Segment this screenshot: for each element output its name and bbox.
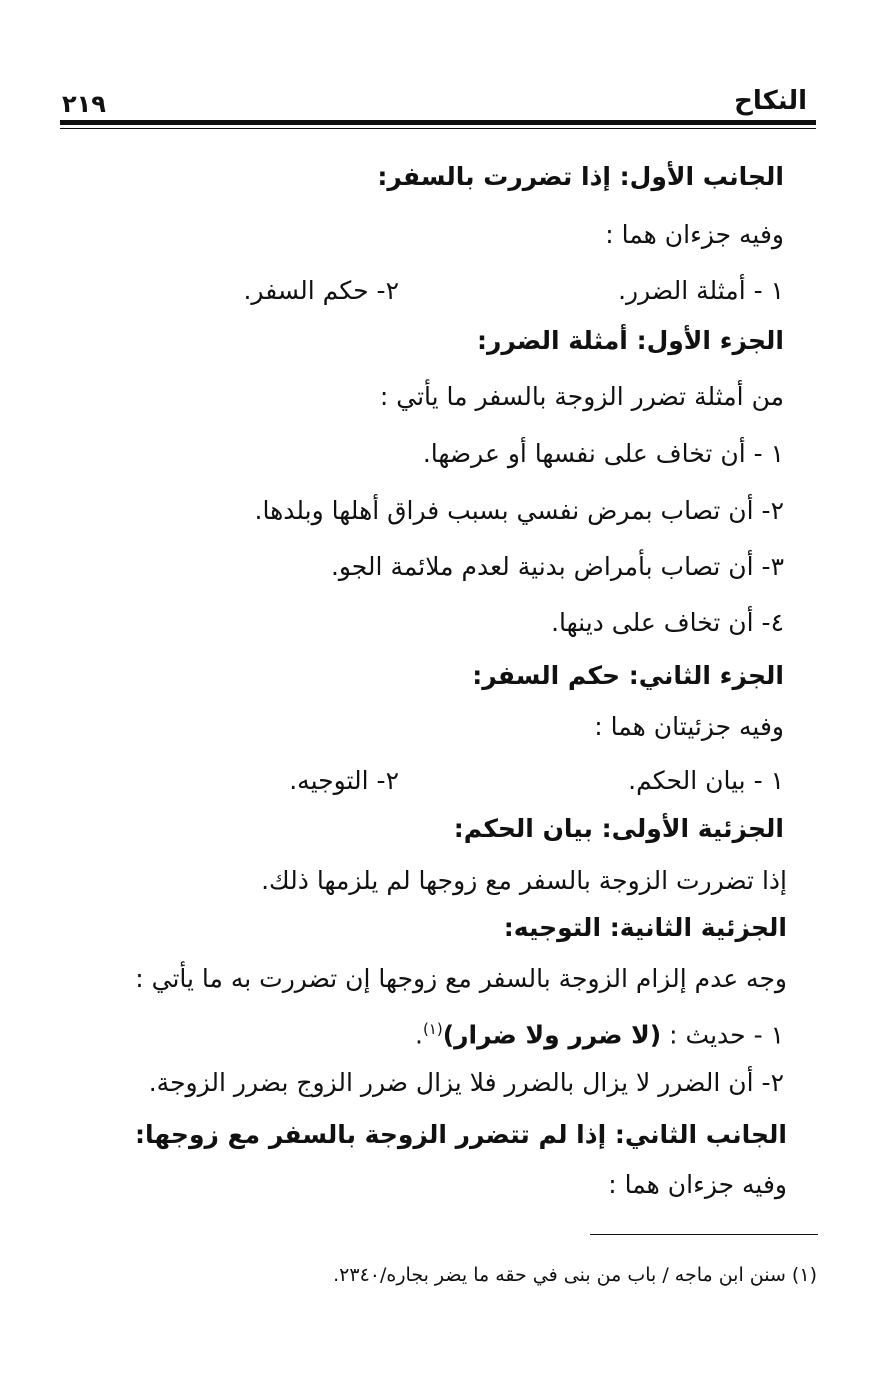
sub2-intro: وجه عدم إلزام الزوجة بالسفر مع زوجها إن تضررت به ما يأتي : — [135, 964, 787, 993]
page-number: ٢١٩ — [62, 90, 106, 118]
part1-heading: الجزء الأول: أمثلة الضرر: — [477, 326, 784, 355]
part1-example-1: ١ - أن تخاف على نفسها أو عرضها. — [422, 439, 784, 468]
part1-example-3: ٣- أن تصاب بأمراض بدنية لعدم ملائمة الجو. — [330, 552, 784, 581]
sub2-point2: ٢- أن الضرر لا يزال بالضرر فلا يزال ضرر الزوج بضرر الزوجة. — [148, 1068, 784, 1097]
footnote: (١) سنن ابن ماجه / باب من بنى في حقه ما يضر بجاره/٢٣٤٠. — [333, 1264, 817, 1286]
hadith-quote: (لا ضرر ولا ضرار) — [442, 1020, 662, 1050]
sub2-point1-prefix: ١ - حديث : — [661, 1020, 784, 1050]
sub2-heading: الجزئية الثانية: التوجيه: — [503, 913, 787, 942]
side1-item2: ٢- حكم السفر. — [243, 276, 399, 305]
part2-heading: الجزء الثاني: حكم السفر: — [472, 661, 784, 690]
running-header-title: النكاح — [734, 86, 807, 116]
part1-example-4: ٤- أن تخاف على دينها. — [551, 608, 784, 637]
header-rule-thick — [60, 120, 816, 125]
footnote-reference: (١) — [422, 1020, 443, 1038]
footnote-rule — [590, 1234, 818, 1235]
sub2-point1 — [415, 1012, 784, 1052]
side2-heading: الجانب الثاني: إذا لم تتضرر الزوجة بالسفر مع زوجها: — [135, 1120, 787, 1149]
side1-intro: وفيه جزءان هما : — [605, 220, 784, 249]
sub1-heading: الجزئية الأولى: بيان الحكم: — [453, 814, 784, 843]
side1-heading: الجانب الأول: إذا تضررت بالسفر: — [377, 162, 784, 191]
side2-intro: وفيه جزءان هما : — [608, 1170, 787, 1199]
part2-intro: وفيه جزئيتان هما : — [594, 712, 784, 741]
sub2-point1-end: . — [414, 1020, 423, 1050]
part2-item1: ١ - بيان الحكم. — [628, 766, 784, 795]
part1-example-2: ٢- أن تصاب بمرض نفسي بسبب فراق أهلها وبلدها. — [254, 496, 784, 525]
side1-item1: ١ - أمثلة الضرر. — [618, 276, 784, 305]
part2-item2: ٢- التوجيه. — [289, 766, 399, 795]
header-rule-thin — [60, 128, 816, 129]
sub1-text: إذا تضررت الزوجة بالسفر مع زوجها لم يلزمها ذلك. — [261, 866, 787, 895]
part1-intro: من أمثلة تضرر الزوجة بالسفر ما يأتي : — [379, 382, 784, 411]
